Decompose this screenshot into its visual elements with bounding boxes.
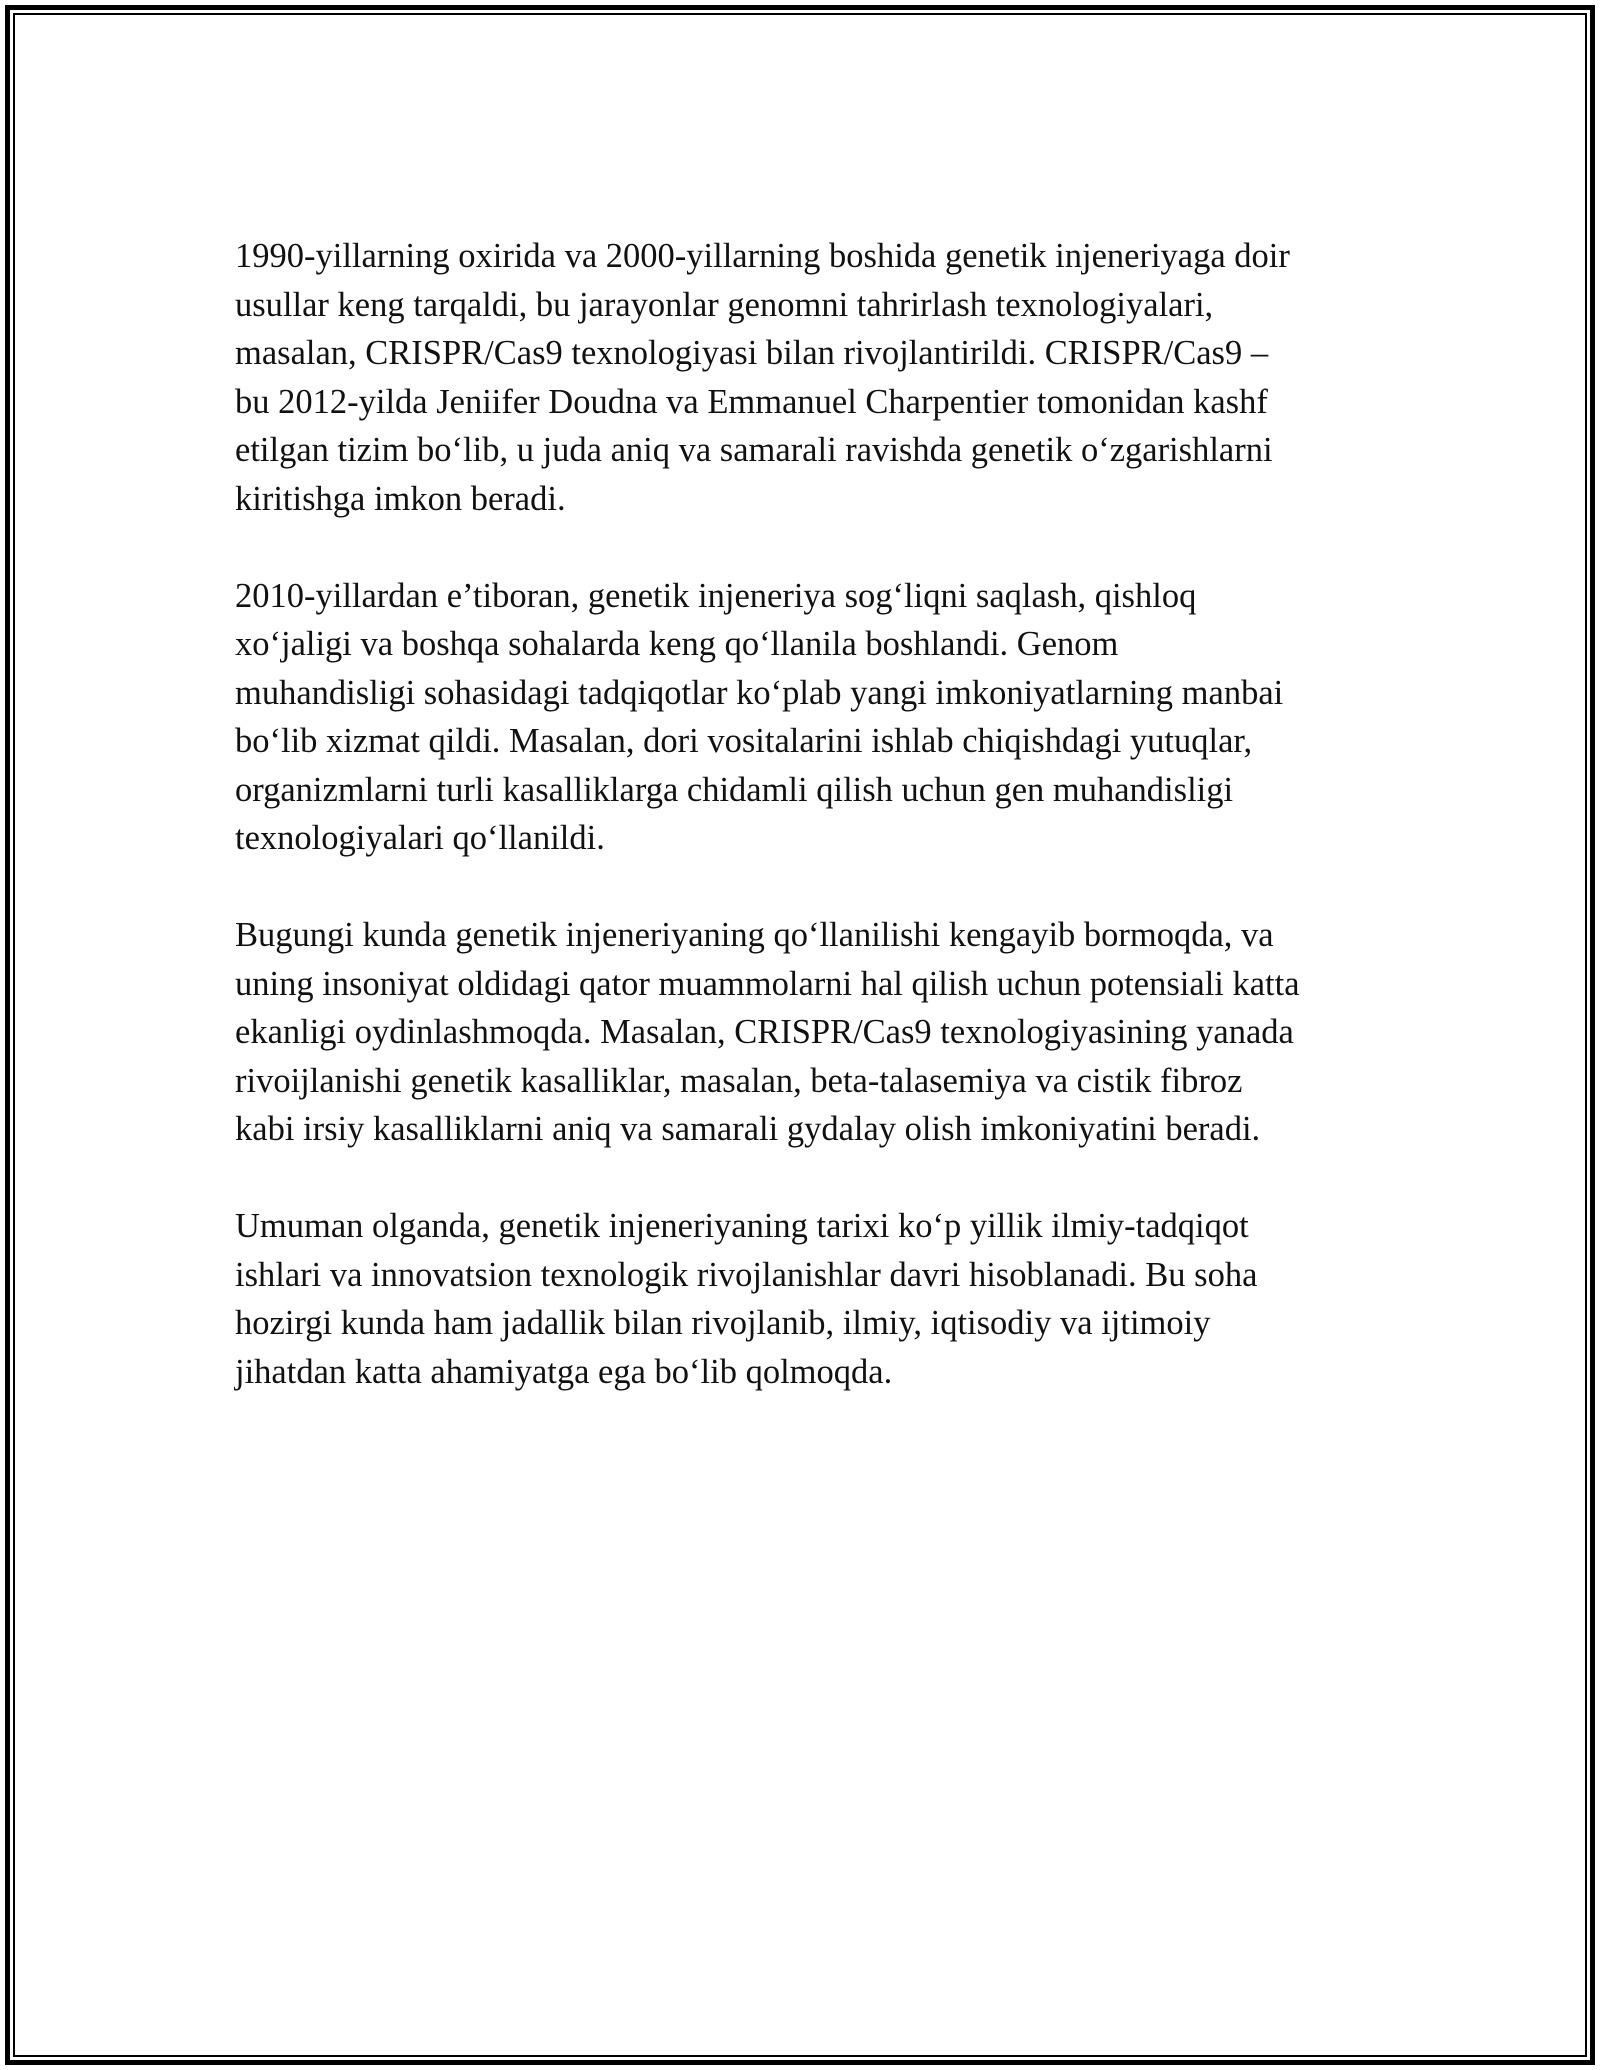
document-body (235, 232, 1385, 1445)
paragraph-applications: 2010-yillardan e’tiboran, genetik injeneriya sog‘liqni saqlash, qishloq xo‘jaligi va boshqa sohalarda keng qo‘llanila boshlandi. Genom muhandisligi sohasidagi tadqiqotlar ko‘plab yangi imkoniyatlarning manbai bo‘lib xizmat qildi. Masalan, dori vositalarini ishlab chiqishdagi yutuqlar, organizmlarni turli kasalliklarga chidamli qilish uchun gen muhandisligi texnologiyalari qo‘llanildi. (235, 576, 1284, 857)
paragraph-current-state: Bugungi kunda genetik injeneriyaning qo‘llanilishi kengayib bormoqda, va uning insoniyat oldidagi qator muammolarni hal qilish uchun potensiali katta ekanligi oydinlashmoqda. Masalan, CRISPR/Cas9 texnologiyasining yanada rivoijlanishi genetik kasalliklar, masalan, beta-talasemiya va cistik fibroz kabi irsiy kasalliklarni aniq va samarali gydalay olish imkoniyatini beradi. (235, 916, 1300, 1148)
paragraph-conclusion: Umuman olganda, genetik injeneriyaning tarixi ko‘p yillik ilmiy-tadqiqot ishlari va innovatsion texnologik rivojlanishlar davri hisoblanadi. Bu soha hozirgi kunda ham jadallik bilan rivojlanib, ilmiy, iqtisodiy va ijtimoiy jihatdan katta ahamiyatga ega bo‘lib qolmoqda. (235, 1207, 1258, 1391)
paragraph-crispr-history: 1990-yillarning oxirida va 2000-yillarning boshida genetik injeneriyaga doir usullar keng tarqaldi, bu jarayonlar genomni tahrirlash texnologiyalari, masalan, CRISPR/Cas9 texnologiyasi bilan rivojlantirildi. CRISPR/Cas9 – bu 2012-yilda Jeniifer Doudna va Emmanuel Charpentier tomonidan kashf etilgan tizim bo‘lib, u juda aniq va samarali ravishda genetik o‘zgarishlarni kiritishga imkon beradi. (235, 237, 1290, 518)
